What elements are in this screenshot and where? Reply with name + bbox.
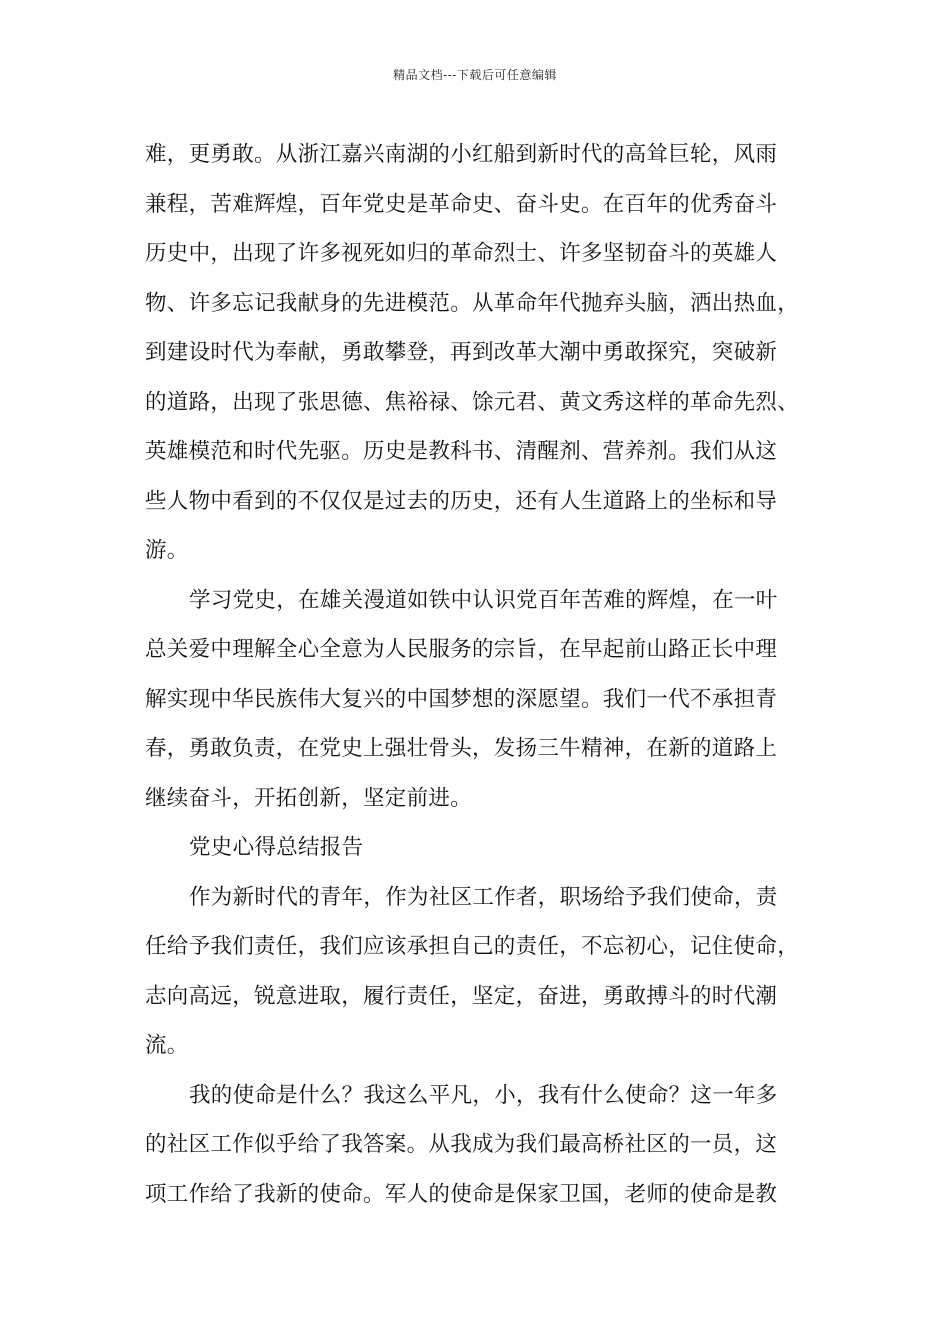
text-line: 我的使命是什么？我这么平凡，小，我有什么使命？这一年多 xyxy=(189,1082,778,1108)
text-line: 到建设时代为奉献，勇敢攀登，再到改革大潮中勇敢探究，突破新 xyxy=(145,340,778,365)
text-line: 总关爱中理解全心全意为人民服务的宗旨，在早起前山路正长中理 xyxy=(145,637,778,662)
document-body xyxy=(145,130,813,1219)
text-line: 作为新时代的青年，作为社区工作者，职场给予我们使命，责 xyxy=(189,884,778,910)
section-heading: 党史心得总结报告 xyxy=(189,835,364,860)
text-line: 的社区工作似乎给了我答案。从我成为我们最高桥社区的一员，这 xyxy=(145,1132,778,1157)
text-line: 解实现中华民族伟大复兴的中国梦想的深愿望。我们一代不承担青 xyxy=(145,686,778,712)
text-line: 项工作给了我新的使命。军人的使命是保家卫国，老师的使命是教 xyxy=(145,1181,778,1207)
text-line: 流。 xyxy=(145,1033,189,1058)
text-line: 物、许多忘记我献身的先进模范。从革命年代抛弃头脑，洒出热血， xyxy=(145,290,800,316)
text-line: 历史中，出现了许多视死如归的革命烈士、许多坚韧奋斗的英雄人 xyxy=(145,241,778,266)
page-header: 精品文档---下载后可任意编辑 xyxy=(393,68,557,82)
text-line: 难，更勇敢。从浙江嘉兴南湖的小红船到新时代的高耸巨轮，风雨 xyxy=(145,142,778,167)
text-line: 英雄模范和时代先驱。历史是教科书、清醒剂、营养剂。我们从这 xyxy=(145,439,778,464)
text-line: 任给予我们责任，我们应该承担自己的责任，不忘初心，记住使命， xyxy=(145,934,800,959)
text-line: 游。 xyxy=(145,538,189,563)
text-line: 继续奋斗，开拓创新，坚定前进。 xyxy=(145,785,473,811)
text-line: 兼程，苦难辉煌，百年党史是革命史、奋斗史。在百年的优秀奋斗 xyxy=(145,191,778,217)
text-line: 的道路，出现了张思德、焦裕禄、馀元君、黄文秀这样的革命先烈、 xyxy=(145,389,800,415)
text-line: 学习党史，在雄关漫道如铁中认识党百年苦难的辉煌，在一叶 xyxy=(189,587,778,613)
text-line: 些人物中看到的不仅仅是过去的历史，还有人生道路上的坐标和导 xyxy=(145,488,778,514)
text-line: 志向高远，锐意进取，履行责任，坚定，奋进，勇敢搏斗的时代潮 xyxy=(145,983,778,1009)
text-line: 春，勇敢负责，在党史上强壮骨头，发扬三牛精神，在新的道路上 xyxy=(145,736,778,761)
